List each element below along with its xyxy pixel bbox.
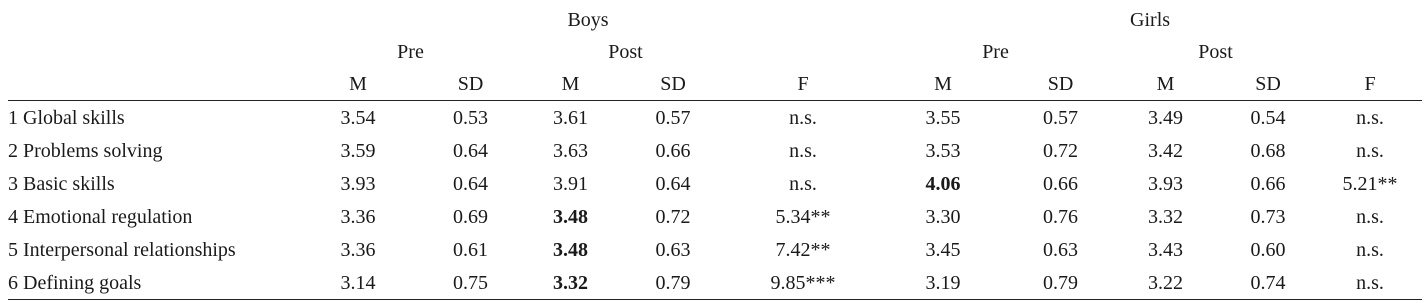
table-cell: 3.93 (1148, 172, 1184, 195)
row-label: 5 Interpersonal relationships (8, 238, 236, 261)
header-spacer (1318, 36, 1422, 68)
table-cell: n.s. (789, 139, 817, 162)
table-row (8, 266, 1422, 300)
table-cell: 0.64 (453, 139, 488, 162)
table-cell: 0.75 (418, 266, 523, 300)
table-cell: 3.48 (553, 205, 588, 228)
header-phase-girls-post: Post (1198, 41, 1233, 63)
header-stat: F (728, 68, 878, 101)
table-cell: n.s. (789, 172, 817, 195)
table-cell: 0.73 (1250, 205, 1286, 228)
table-cell: n.s. (1356, 205, 1384, 228)
table-cell: 3.45 (925, 238, 961, 261)
header-stat: M (523, 68, 618, 101)
table-cell: 0.61 (453, 238, 488, 261)
table-cell: 3.91 (553, 172, 588, 195)
table-cell: n.s. (1356, 106, 1384, 129)
table-cell: 3.14 (298, 266, 418, 300)
header-group-boys: Boys (567, 9, 609, 31)
header-phase-girls-pre: Pre (982, 41, 1009, 63)
table-cell: 3.54 (340, 106, 376, 129)
header-stat: M (878, 68, 1008, 101)
table-cell: 0.66 (1250, 172, 1286, 195)
header-row-groups (8, 4, 1422, 36)
table-cell: 3.22 (1113, 266, 1218, 300)
row-label: 4 Emotional regulation (8, 205, 193, 228)
table-row (8, 101, 1422, 135)
table-cell: 0.66 (1043, 172, 1079, 195)
table-cell: 3.36 (340, 205, 376, 228)
table-cell: 0.63 (1043, 238, 1079, 261)
table-cell: 0.64 (655, 172, 691, 195)
table-row (8, 200, 1422, 233)
table-body (8, 101, 1422, 300)
table-row (8, 134, 1422, 167)
header-row-stats (8, 68, 1422, 101)
row-label: 3 Basic skills (8, 172, 115, 195)
table-cell: 7.42** (775, 238, 831, 261)
header-stat: SD (418, 68, 523, 101)
table-cell: 4.06 (925, 172, 961, 195)
table-cell: 0.72 (655, 205, 691, 228)
table-cell: 3.63 (553, 139, 588, 162)
table-cell: n.s. (1356, 238, 1384, 261)
header-corner (8, 36, 298, 68)
table-cell: 0.64 (453, 172, 488, 195)
header-stat: F (1318, 68, 1422, 101)
header-stat: SD (1218, 68, 1318, 101)
table-cell: 0.63 (655, 238, 691, 261)
table-cell: 3.93 (340, 172, 376, 195)
table-cell: 0.74 (1218, 266, 1318, 300)
header-row-phases (8, 36, 1422, 68)
table-cell: 3.32 (523, 266, 618, 300)
table-cell: 0.72 (1043, 139, 1079, 162)
table-cell: 3.36 (340, 238, 376, 261)
header-phase-boys-post: Post (608, 41, 643, 63)
table-cell: 3.53 (925, 139, 961, 162)
table-cell: 0.60 (1250, 238, 1286, 261)
table-cell: n.s. (1356, 139, 1384, 162)
table-cell: 0.76 (1043, 205, 1079, 228)
table-cell: 3.19 (878, 266, 1008, 300)
table-cell: 0.79 (1008, 266, 1113, 300)
table-cell: 0.57 (1043, 106, 1079, 129)
table-cell: 0.54 (1250, 106, 1286, 129)
table-cell: 9.85*** (728, 266, 878, 300)
header-spacer (728, 36, 878, 68)
table-cell: 3.49 (1148, 106, 1184, 129)
row-label: 6 Defining goals (8, 266, 298, 300)
table-cell: 0.79 (618, 266, 728, 300)
table-cell: 5.34** (775, 205, 831, 228)
header-corner (8, 68, 298, 101)
row-label: 2 Problems solving (8, 139, 163, 162)
table-cell: 0.66 (655, 139, 691, 162)
table-cell: 3.61 (553, 106, 588, 129)
header-stat: SD (618, 68, 728, 101)
table-cell: 3.55 (925, 106, 961, 129)
table-cell: 3.32 (1148, 205, 1184, 228)
table-cell: 3.59 (340, 139, 376, 162)
table-cell: 0.68 (1250, 139, 1286, 162)
table-cell: 0.57 (655, 106, 691, 129)
table-cell: 5.21** (1342, 172, 1398, 195)
table-row (8, 233, 1422, 266)
table-row (8, 167, 1422, 200)
header-group-girls: Girls (1130, 9, 1171, 31)
header-phase-boys-pre: Pre (397, 41, 424, 63)
table-cell: 0.53 (453, 106, 488, 129)
row-label: 1 Global skills (8, 106, 125, 129)
table-cell: n.s. (1318, 266, 1422, 300)
table-cell: 3.48 (553, 238, 588, 261)
results-table (8, 4, 1422, 300)
header-corner (8, 4, 298, 36)
table-cell: 3.30 (925, 205, 961, 228)
header-stat: M (1113, 68, 1218, 101)
header-stat: SD (1008, 68, 1113, 101)
table-cell: 3.42 (1148, 139, 1184, 162)
header-stat: M (298, 68, 418, 101)
table-cell: 0.69 (453, 205, 488, 228)
table-cell: n.s. (789, 106, 817, 129)
table-cell: 3.43 (1148, 238, 1184, 261)
